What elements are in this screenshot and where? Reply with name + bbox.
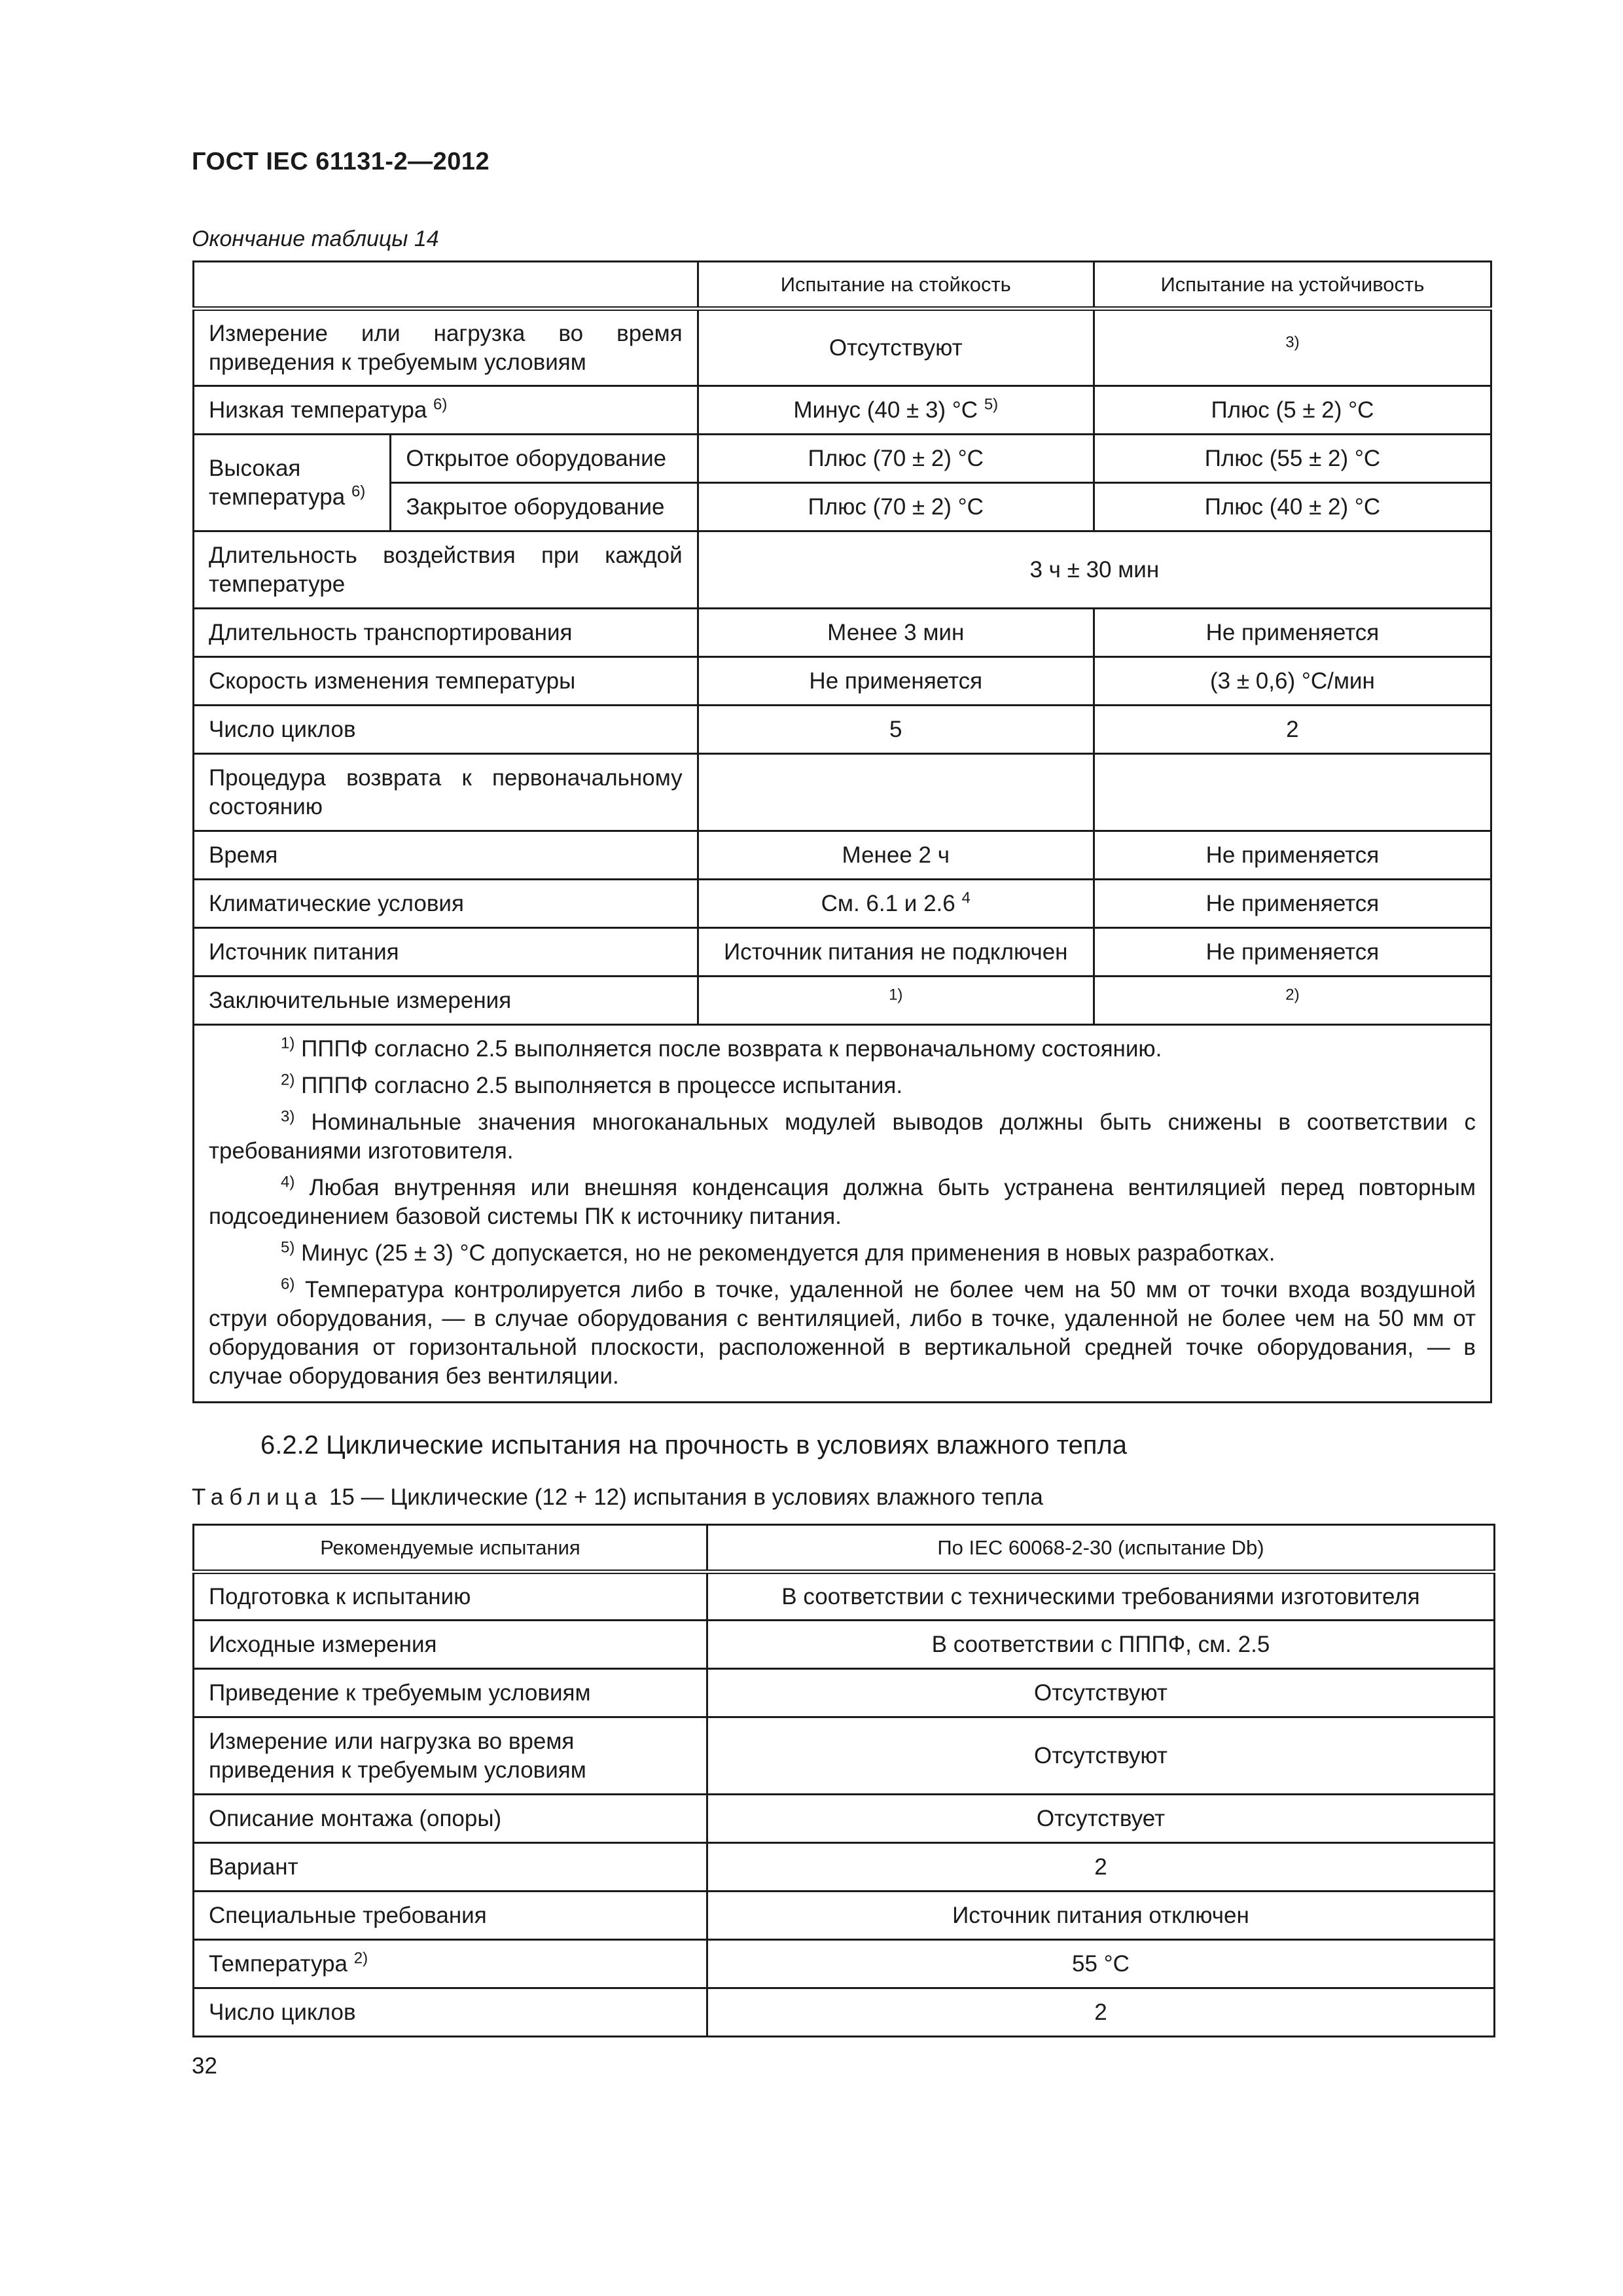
cell-resistance: 5 (698, 706, 1094, 754)
row-label (194, 386, 698, 435)
row-value: Отсутствует (707, 1795, 1494, 1843)
row-label: Описание монтажа (опоры) (194, 1795, 707, 1843)
cell-stability: Не применяется (1094, 880, 1491, 928)
table-row (194, 754, 1491, 831)
table-row (194, 1843, 1495, 1892)
row-label: Подготовка к испытанию (194, 1572, 707, 1621)
footnote (209, 1276, 1476, 1391)
row-label (194, 1940, 707, 1988)
row-value: Отсутствуют (707, 1669, 1494, 1717)
cell-resistance: Плюс (70 ± 2) °С (698, 483, 1094, 531)
notes-row (194, 1025, 1491, 1403)
cell-resistance (698, 880, 1094, 928)
footnote-mark: 1) (281, 1034, 295, 1052)
footnote-text: Любая внутренняя или внешняя конденсация должна быть устранена вентиляцией перед повторным подсоединением базовой системы ПК к источнику питания. (209, 1175, 1476, 1229)
table-14-continuation-caption: Окончание таблицы 14 (192, 226, 439, 251)
row-label: Процедура возврата к первоначальному состоянию (194, 754, 698, 831)
table-row (194, 1892, 1495, 1940)
header-cell-blank (194, 262, 698, 309)
cell-stability: Плюс (5 ± 2) °С (1094, 386, 1491, 435)
row-label: Заключительные измерения (194, 977, 698, 1025)
table-row (194, 880, 1491, 928)
cell-stability (1094, 309, 1491, 386)
table-row (194, 1669, 1495, 1717)
row-label-text: Температура (209, 1950, 348, 1977)
footnote-text: Номинальные значения многоканальных модулей выводов должны быть снижены в соответствии с требованиями изготовителя. (209, 1109, 1476, 1164)
row-value: 55 °С (707, 1940, 1494, 1988)
row-value: 2 (707, 1988, 1494, 2037)
footnote-mark: 3) (281, 1107, 295, 1126)
table-15-caption (192, 1484, 1043, 1511)
footnote-ref: 6) (433, 395, 448, 413)
table-row (194, 657, 1491, 706)
header-cell-resistance: Испытание на стойкость (698, 262, 1094, 309)
footnote-ref: 5) (984, 395, 999, 413)
page-number: 32 (192, 2053, 217, 2079)
cell-resistance (698, 386, 1094, 435)
caption-label: Таблица (192, 1484, 323, 1510)
row-label: Скорость изменения температуры (194, 657, 698, 706)
cell-resistance: Не применяется (698, 657, 1094, 706)
row-value: Источник питания отключен (707, 1892, 1494, 1940)
document-header: ГОСТ IEC 61131-2—2012 (192, 148, 490, 175)
row-label: Длительность транспортирования (194, 609, 698, 657)
footnote-ref: 4 (961, 888, 971, 906)
table-row (194, 386, 1491, 435)
table-row (194, 706, 1491, 754)
row-label: Число циклов (194, 1988, 707, 2037)
cell-stability: Не применяется (1094, 928, 1491, 977)
header-cell-tests: Рекомендуемые испытания (194, 1525, 707, 1572)
row-label: Вариант (194, 1843, 707, 1892)
cell-resistance (698, 977, 1094, 1025)
cell-text: См. 6.1 и 2.6 (821, 890, 955, 916)
sub-label-open: Открытое оборудование (391, 435, 698, 483)
row-label: Источник питания (194, 928, 698, 977)
cell-stability: Плюс (40 ± 2) °С (1094, 483, 1491, 531)
row-label: Число циклов (194, 706, 698, 754)
row-label-text: Низкая температура (209, 397, 427, 423)
table-row (194, 1621, 1495, 1669)
footnote-mark: 4) (281, 1173, 295, 1191)
cell-resistance: Отсутствуют (698, 309, 1094, 386)
table-row (194, 435, 1491, 483)
footnote-text: Минус (25 ± 3) °С допускается, но не рекомендуется для применения в новых разработках. (301, 1240, 1275, 1266)
table-row (194, 1717, 1495, 1795)
footnote-mark: 6) (281, 1275, 295, 1293)
row-label-high-temp (194, 435, 391, 531)
row-value: В соответствии с техническими требованиями изготовителя (707, 1572, 1494, 1621)
table-row (194, 831, 1491, 880)
footnote (209, 1108, 1476, 1166)
row-label: Длительность воздействия при каждой температуре (194, 531, 698, 609)
cell-stability: Не применяется (1094, 831, 1491, 880)
footnote-text: ПППФ согласно 2.5 выполняется в процессе испытания. (301, 1073, 903, 1098)
table-header-row (194, 1525, 1495, 1572)
footnote-ref: 3) (1285, 332, 1300, 351)
header-cell-stability: Испытание на устойчивость (1094, 262, 1491, 309)
table-row (194, 928, 1491, 977)
footnote-ref: 6) (351, 482, 366, 500)
cell-stability: (3 ± 0,6) °С/мин (1094, 657, 1491, 706)
cell-stability: 2 (1094, 706, 1491, 754)
cell-resistance (698, 754, 1094, 831)
row-label: Измерение или нагрузка во время приведения к требуемым условиям (194, 1717, 707, 1795)
footnote-ref: 1) (889, 985, 903, 1003)
footnote-mark: 5) (281, 1238, 295, 1257)
row-label-text: Высокая температура (209, 455, 346, 510)
footnote-ref: 2) (1285, 985, 1300, 1003)
row-label: Исходные измерения (194, 1621, 707, 1669)
footnote-mark: 2) (281, 1071, 295, 1089)
table-row (194, 1940, 1495, 1988)
table-14 (192, 260, 1492, 1403)
cell-stability (1094, 977, 1491, 1025)
header-cell-standard: По IEC 60068-2-30 (испытание Db) (707, 1525, 1494, 1572)
footnote-text: Температура контролируется либо в точке, удаленной не более чем на 50 мм от точки входа воздушной струи оборудования, — в случае оборудования с вентиляцией, либо в точке, удаленной не более чем на 50 мм от оборудования от горизонтальной плоскости, расположенной в вертикальной средней точке оборудования, — в случае оборудования без вентиляции. (209, 1277, 1476, 1389)
table-row (194, 531, 1491, 609)
table-row (194, 1572, 1495, 1621)
row-value: 2 (707, 1843, 1494, 1892)
table-row (194, 977, 1491, 1025)
row-label: Специальные требования (194, 1892, 707, 1940)
table-notes (194, 1025, 1491, 1403)
table-row (194, 609, 1491, 657)
row-label: Время (194, 831, 698, 880)
cell-stability: Не применяется (1094, 609, 1491, 657)
cell-resistance: Плюс (70 ± 2) °С (698, 435, 1094, 483)
row-value: Отсутствуют (707, 1717, 1494, 1795)
cell-merged: 3 ч ± 30 мин (698, 531, 1491, 609)
cell-resistance: Менее 2 ч (698, 831, 1094, 880)
cell-stability: Плюс (55 ± 2) °С (1094, 435, 1491, 483)
table-header-row (194, 262, 1491, 309)
footnote (209, 1071, 1476, 1100)
footnote-ref: 2) (353, 1948, 368, 1967)
table-row (194, 1795, 1495, 1843)
cell-text: Минус (40 ± 3) °С (793, 397, 978, 423)
table-15 (192, 1524, 1495, 2037)
table-row (194, 309, 1491, 386)
footnote (209, 1035, 1476, 1064)
row-value: В соответствии с ПППФ, см. 2.5 (707, 1621, 1494, 1669)
sub-label-closed: Закрытое оборудование (391, 483, 698, 531)
cell-stability (1094, 754, 1491, 831)
section-title: 6.2.2 Циклические испытания на прочность в условиях влажного тепла (260, 1431, 1127, 1460)
cell-resistance: Менее 3 мин (698, 609, 1094, 657)
caption-text: 15 — Циклические (12 + 12) испытания в условиях влажного тепла (329, 1484, 1043, 1510)
footnote (209, 1174, 1476, 1231)
footnote-text: ПППФ согласно 2.5 выполняется после возврата к первоначальному состоянию. (301, 1036, 1162, 1062)
table-row (194, 1988, 1495, 2037)
row-label: Климатические условия (194, 880, 698, 928)
footnote (209, 1239, 1476, 1268)
row-label: Приведение к требуемым условиям (194, 1669, 707, 1717)
cell-resistance: Источник питания не подключен (698, 928, 1094, 977)
row-label: Измерение или нагрузка во время приведения к требуемым условиям (194, 309, 698, 386)
